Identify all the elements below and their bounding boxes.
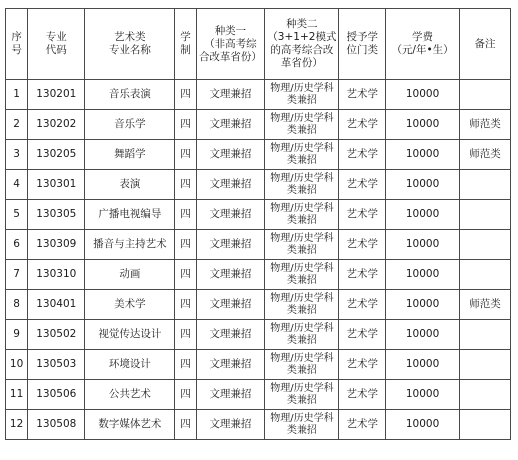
row-type-one-cell-text: 文理兼招 [209,148,252,160]
row-remarks-cell [460,320,511,350]
row-major-name-cell-text: 广播电视编导 [98,208,162,220]
table-body [6,80,511,440]
row-degree-cell-text: 艺术学 [346,118,378,130]
table-row [6,170,511,200]
row-major-name-cell [85,110,175,140]
header-index-text: 序 号 [11,31,22,56]
row-duration-cell [175,230,196,260]
row-major-code-cell-text: 130305 [36,208,77,220]
row-type-one-cell-text: 文理兼招 [209,208,252,220]
row-degree-cell [339,170,386,200]
row-tuition-cell [386,140,460,170]
row-major-code-cell-text: 130309 [36,238,77,250]
row-remarks-cell [460,110,511,140]
row-type-two-cell-text: 物理/历史学科 类兼招 [270,262,334,286]
row-remarks-cell [460,380,511,410]
table-row [6,410,511,440]
row-type-one-cell-text: 文理兼招 [209,418,252,430]
row-type-two-cell-text: 物理/历史学科 类兼招 [270,412,334,436]
row-type-one-cell [196,320,265,350]
row-major-code-cell-text: 130201 [36,88,77,100]
row-duration-cell [175,260,196,290]
row-remarks-cell [460,230,511,260]
row-type-two-cell [265,290,339,320]
row-degree-cell-text: 艺术学 [346,298,378,310]
row-tuition-cell [386,410,460,440]
table-row [6,80,511,110]
row-type-two-cell [265,200,339,230]
row-major-name-cell-text: 表演 [119,178,141,190]
row-index-cell [6,200,28,230]
row-remarks-cell [460,290,511,320]
row-degree-cell [339,230,386,260]
row-type-one-cell [196,260,265,290]
row-remarks-cell [460,140,511,170]
row-duration-cell-text: 四 [180,88,191,100]
row-tuition-cell-text: 10000 [405,418,440,430]
row-type-two-cell [265,320,339,350]
table-row [6,200,511,230]
row-duration-cell [175,350,196,380]
row-major-name-cell [85,380,175,410]
row-degree-cell-text: 艺术学 [346,238,378,250]
row-tuition-cell [386,320,460,350]
row-major-code-cell-text: 130506 [36,388,77,400]
header-type-two-text: 种类二 （3+1+2模式 的高考综合改 革省份） [267,18,337,69]
row-major-code-cell-text: 130502 [36,328,77,340]
row-major-code-cell-text: 130508 [36,418,77,430]
row-index-cell-text: 12 [9,418,24,430]
row-major-name-cell [85,350,175,380]
row-type-two-cell-text: 物理/历史学科 类兼招 [270,352,334,376]
row-remarks-cell-text: 师范类 [469,298,501,310]
row-major-code-cell [28,140,85,170]
table-row [6,320,511,350]
row-tuition-cell-text: 10000 [405,238,440,250]
row-major-name-cell [85,140,175,170]
row-major-code-cell [28,170,85,200]
row-duration-cell [175,410,196,440]
header-tuition-text: 学费 （元/年•生） [391,31,454,56]
row-duration-cell-text: 四 [180,148,191,160]
row-degree-cell-text: 艺术学 [346,358,378,370]
row-index-cell [6,230,28,260]
row-index-cell-text: 3 [13,148,20,160]
row-index-cell [6,380,28,410]
row-major-name-cell [85,290,175,320]
row-duration-cell-text: 四 [180,118,191,130]
header-index [6,9,28,80]
row-duration-cell-text: 四 [180,388,191,400]
row-tuition-cell-text: 10000 [405,298,440,310]
row-major-code-cell [28,110,85,140]
row-type-two-cell-text: 物理/历史学科 类兼招 [270,142,334,166]
row-type-one-cell [196,410,265,440]
row-index-cell-text: 5 [13,208,20,220]
row-type-one-cell-text: 文理兼招 [209,178,252,190]
row-index-cell-text: 11 [9,388,24,400]
row-duration-cell-text: 四 [180,238,191,250]
row-degree-cell-text: 艺术学 [346,208,378,220]
row-type-two-cell [265,140,339,170]
row-degree-cell [339,320,386,350]
row-index-cell [6,410,28,440]
row-index-cell [6,140,28,170]
row-major-name-cell-text: 环境设计 [108,358,151,370]
row-tuition-cell [386,260,460,290]
header-degree-text: 授予学 位门类 [346,31,378,56]
row-duration-cell-text: 四 [180,178,191,190]
row-major-name-cell-text: 公共艺术 [108,388,151,400]
row-type-two-cell-text: 物理/历史学科 类兼招 [270,112,334,136]
row-major-code-cell [28,380,85,410]
row-major-name-cell-text: 视觉传达设计 [98,328,162,340]
row-major-name-cell-text: 动画 [119,268,141,280]
row-duration-cell [175,200,196,230]
row-major-code-cell-text: 130205 [36,148,77,160]
row-duration-cell-text: 四 [180,298,191,310]
row-major-name-cell [85,170,175,200]
row-index-cell-text: 6 [13,238,20,250]
header-major-code [28,9,85,80]
row-type-two-cell [265,350,339,380]
row-index-cell [6,110,28,140]
row-tuition-cell-text: 10000 [405,118,440,130]
row-major-code-cell [28,350,85,380]
table-header-row [6,9,511,80]
row-tuition-cell [386,230,460,260]
table-row [6,230,511,260]
row-type-two-cell [265,80,339,110]
row-index-cell [6,260,28,290]
row-major-code-cell [28,200,85,230]
row-type-one-cell [196,110,265,140]
row-index-cell [6,320,28,350]
row-type-one-cell [196,80,265,110]
row-major-code-cell-text: 130301 [36,178,77,190]
header-major-code-text: 专业 代码 [45,31,67,56]
row-major-name-cell [85,410,175,440]
row-major-name-cell [85,260,175,290]
row-degree-cell-text: 艺术学 [346,418,378,430]
row-duration-cell [175,290,196,320]
row-type-one-cell [196,230,265,260]
row-degree-cell-text: 艺术学 [346,148,378,160]
row-degree-cell-text: 艺术学 [346,88,378,100]
table-row [6,140,511,170]
row-remarks-cell [460,80,511,110]
row-type-two-cell [265,110,339,140]
row-index-cell [6,350,28,380]
row-degree-cell [339,290,386,320]
row-major-code-cell-text: 130503 [36,358,77,370]
row-tuition-cell [386,380,460,410]
header-tuition [386,9,460,80]
row-degree-cell [339,350,386,380]
row-degree-cell-text: 艺术学 [346,328,378,340]
row-type-two-cell-text: 物理/历史学科 类兼招 [270,322,334,346]
row-tuition-cell-text: 10000 [405,88,440,100]
row-tuition-cell-text: 10000 [405,208,440,220]
art-majors-table [5,8,511,440]
row-tuition-cell-text: 10000 [405,268,440,280]
row-type-two-cell-text: 物理/历史学科 类兼招 [270,82,334,106]
row-major-name-cell [85,200,175,230]
row-type-one-cell [196,140,265,170]
row-duration-cell-text: 四 [180,268,191,280]
row-index-cell-text: 1 [13,88,20,100]
row-type-two-cell [265,410,339,440]
row-tuition-cell [386,290,460,320]
header-type-two [265,9,339,80]
row-degree-cell-text: 艺术学 [346,268,378,280]
row-tuition-cell-text: 10000 [405,328,440,340]
row-degree-cell-text: 艺术学 [346,388,378,400]
header-degree [339,9,386,80]
row-tuition-cell-text: 10000 [405,148,440,160]
row-duration-cell [175,320,196,350]
row-type-two-cell [265,230,339,260]
row-type-two-cell-text: 物理/历史学科 类兼招 [270,232,334,256]
row-tuition-cell [386,170,460,200]
row-type-two-cell-text: 物理/历史学科 类兼招 [270,202,334,226]
row-duration-cell [175,380,196,410]
document-table-wrapper [5,8,511,440]
row-major-name-cell-text: 舞蹈学 [114,148,146,160]
header-major-name-text: 艺术类 专业名称 [108,31,151,56]
row-major-name-cell-text: 音乐表演 [108,88,151,100]
row-type-one-cell-text: 文理兼招 [209,388,252,400]
row-type-two-cell-text: 物理/历史学科 类兼招 [270,292,334,316]
row-type-one-cell-text: 文理兼招 [209,118,252,130]
row-type-one-cell-text: 文理兼招 [209,238,252,250]
row-type-one-cell-text: 文理兼招 [209,88,252,100]
row-duration-cell-text: 四 [180,358,191,370]
row-major-code-cell-text: 130310 [36,268,77,280]
row-duration-cell [175,140,196,170]
row-index-cell [6,290,28,320]
row-duration-cell [175,170,196,200]
row-type-two-cell [265,380,339,410]
row-remarks-cell-text: 师范类 [469,118,501,130]
row-major-name-cell-text: 数字媒体艺术 [98,418,162,430]
row-remarks-cell [460,410,511,440]
row-major-code-cell [28,320,85,350]
header-type-one [196,9,265,80]
row-major-code-cell-text: 130401 [36,298,77,310]
row-type-one-cell-text: 文理兼招 [209,268,252,280]
row-major-name-cell-text: 播音与主持艺术 [93,238,167,250]
row-tuition-cell [386,200,460,230]
row-remarks-cell [460,260,511,290]
row-degree-cell [339,200,386,230]
row-major-name-cell [85,80,175,110]
row-index-cell-text: 9 [13,328,20,340]
row-index-cell [6,170,28,200]
row-duration-cell-text: 四 [180,328,191,340]
row-degree-cell [339,410,386,440]
header-major-name [85,9,175,80]
row-type-one-cell [196,380,265,410]
row-remarks-cell-text: 师范类 [469,148,501,160]
row-tuition-cell-text: 10000 [405,358,440,370]
header-type-one-text: 种类一 （非高考综 合改革省份） [198,24,262,63]
row-major-name-cell [85,230,175,260]
row-major-code-cell [28,410,85,440]
row-major-name-cell-text: 音乐学 [114,118,146,130]
row-major-name-cell [85,320,175,350]
row-type-one-cell [196,170,265,200]
row-type-two-cell-text: 物理/历史学科 类兼招 [270,382,334,406]
row-index-cell-text: 2 [13,118,20,130]
row-tuition-cell-text: 10000 [405,178,440,190]
row-major-code-cell [28,230,85,260]
row-type-one-cell [196,200,265,230]
row-type-two-cell [265,170,339,200]
row-type-one-cell-text: 文理兼招 [209,358,252,370]
row-tuition-cell-text: 10000 [405,388,440,400]
row-duration-cell-text: 四 [180,418,191,430]
row-type-one-cell [196,290,265,320]
row-remarks-cell [460,200,511,230]
table-row [6,350,511,380]
row-type-two-cell-text: 物理/历史学科 类兼招 [270,172,334,196]
row-remarks-cell [460,350,511,380]
table-row [6,290,511,320]
row-duration-cell [175,110,196,140]
row-type-one-cell-text: 文理兼招 [209,328,252,340]
header-duration [175,9,196,80]
row-degree-cell [339,380,386,410]
row-index-cell-text: 10 [9,358,24,370]
row-major-code-cell [28,80,85,110]
row-index-cell-text: 4 [13,178,20,190]
header-duration-text: 学 制 [180,31,191,56]
row-index-cell-text: 8 [13,298,20,310]
row-type-one-cell-text: 文理兼招 [209,298,252,310]
row-degree-cell [339,260,386,290]
row-major-name-cell-text: 美术学 [114,298,146,310]
row-tuition-cell [386,80,460,110]
row-remarks-cell [460,170,511,200]
table-row [6,260,511,290]
table-row [6,110,511,140]
row-index-cell-text: 7 [13,268,20,280]
row-major-code-cell-text: 130202 [36,118,77,130]
header-remarks [460,9,511,80]
row-duration-cell-text: 四 [180,208,191,220]
row-degree-cell [339,140,386,170]
row-tuition-cell [386,110,460,140]
header-remarks-text: 备注 [474,37,496,50]
row-type-two-cell [265,260,339,290]
row-type-one-cell [196,350,265,380]
row-degree-cell [339,110,386,140]
row-degree-cell [339,80,386,110]
table-row [6,380,511,410]
row-tuition-cell [386,350,460,380]
row-duration-cell [175,80,196,110]
row-degree-cell-text: 艺术学 [346,178,378,190]
row-index-cell [6,80,28,110]
row-major-code-cell [28,290,85,320]
row-major-code-cell [28,260,85,290]
